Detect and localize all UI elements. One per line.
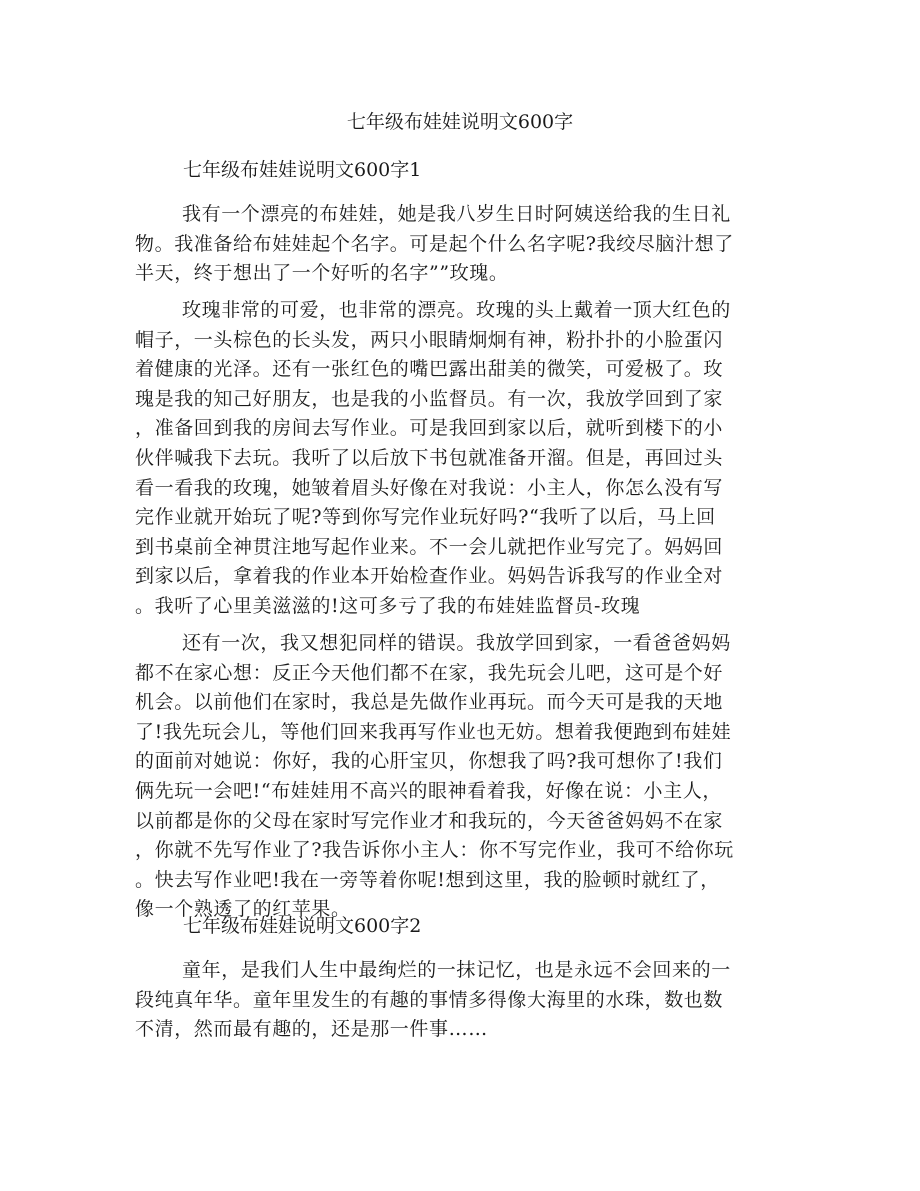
text-line: 。我听了心里美滋滋的!这可多亏了我的布娃娃监督员-玫瑰 (135, 594, 641, 617)
text-line: 玫瑰非常的可爱，也非常的漂亮。玫瑰的头上戴着一顶大红色的 (182, 299, 731, 321)
text-line: 到书桌前全神贯注地写起作业来。不一会儿就把作业写完了。妈妈回 (135, 535, 724, 558)
text-line: 完作业就开始玩了呢?等到你写完作业玩好吗?“我听了以后，马上回 (135, 506, 716, 529)
text-line: 俩先玩一会吧!“布娃娃用不高兴的眼神看着我，好像在说：小主人， (135, 779, 722, 802)
paragraph-1 (135, 200, 795, 289)
section-heading-2: 七年级布娃娃说明文600字2 (183, 915, 422, 937)
paragraph-2 (135, 296, 795, 622)
text-line: 机会。以前他们在家时，我总是先做作业再玩。而今天可是我的天地 (135, 691, 724, 714)
text-line: 童年，是我们人生中最绚烂的一抹记忆，也是永远不会回来的一 (182, 959, 731, 981)
text-line: 看一看我的玫瑰，她皱着眉头好像在对我说：小主人，你怎么没有写 (135, 476, 724, 499)
text-line: 不清，然而最有趣的，还是那一件事…… (135, 1018, 488, 1041)
text-line: 伙伴喊我下去玩。我听了以后放下书包就准备开溜。但是，再回过头 (135, 446, 724, 469)
paragraph-4 (135, 956, 795, 1045)
text-line: 都不在家心想：反正今天他们都不在家，我先玩会儿吧，这可是个好 (135, 661, 724, 684)
text-line: 段纯真年华。童年里发生的有趣的事情多得像大海里的水珠，数也数 (135, 988, 724, 1011)
text-line: 到家以后，拿着我的作业本开始检查作业。妈妈告诉我写的作业全对 (135, 565, 724, 588)
section-heading-1: 七年级布娃娃说明文600字1 (183, 159, 422, 181)
text-line: ，准备回到我的房间去写作业。可是我回到家以后，就听到楼下的小 (135, 417, 724, 440)
text-line: 瑰是我的知己好朋友，也是我的小监督员。有一次，我放学回到了家 (135, 387, 724, 410)
text-line: 。快去写作业吧!我在一旁等着你呢!想到这里，我的脸顿时就红了， (135, 868, 720, 891)
text-line: 了!我先玩会儿，等他们回来我再写作业也无妨。想着我便跑到布娃娃 (135, 720, 732, 743)
text-line: 帽子，一头棕色的长头发，两只小眼睛炯炯有神，粉扑扑的小脸蛋闪 (135, 328, 724, 351)
text-line: 物。我准备给布娃娃起个名字。可是起个什么名字呢?我绞尽脑汁想了 (135, 232, 734, 255)
text-line: 我有一个漂亮的布娃娃，她是我八岁生日时阿姨送给我的生日礼 (182, 203, 731, 225)
text-line: ，你就不先写作业了?我告诉你小主人：你不写完作业，我可不给你玩 (135, 839, 734, 862)
page-title: 七年级布娃娃说明文600字 (346, 111, 574, 133)
text-line: 着健康的光泽。还有一张红色的嘴巴露出甜美的微笑，可爱极了。玫 (135, 358, 724, 381)
text-line: 还有一次，我又想犯同样的错误。我放学回到家，一看爸爸妈妈 (182, 632, 731, 654)
text-line: 的面前对她说：你好，我的心肝宝贝，你想我了吗?我可想你了!我们 (135, 750, 723, 773)
text-line: 半天，终于想出了一个好听的名字””玫瑰。 (135, 262, 509, 285)
text-line: 像一个熟透了的红苹果。 (135, 898, 351, 921)
text-line: 以前都是你的父母在家时写完作业才和我玩的，今天爸爸妈妈不在家 (135, 809, 724, 832)
paragraph-3 (135, 629, 795, 925)
